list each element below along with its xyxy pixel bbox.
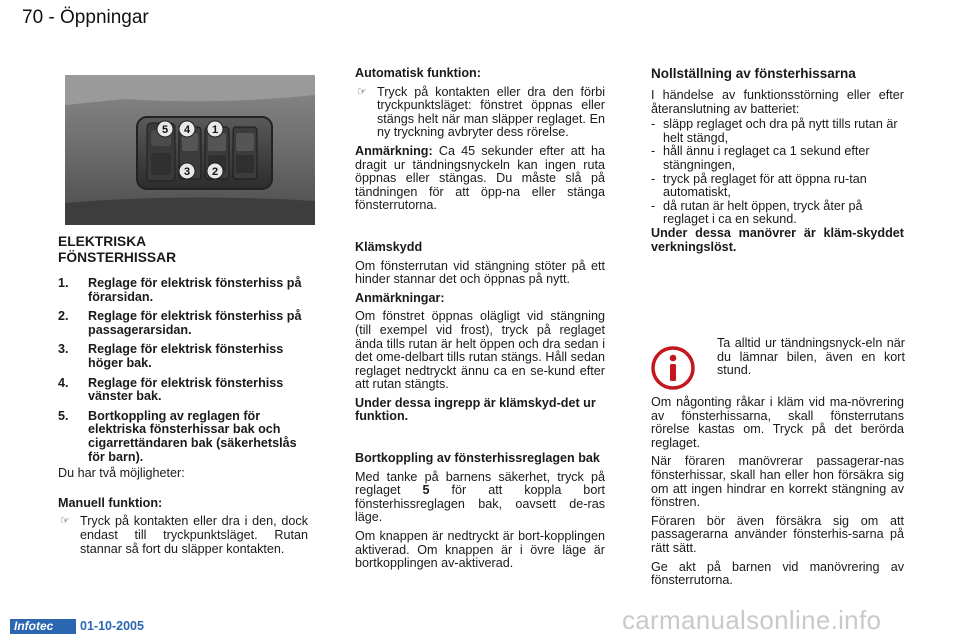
- options-intro: Du har två möjligheter:: [58, 466, 185, 481]
- window-switch-photo: [65, 75, 315, 225]
- safety-para-3: Föraren bör även försäkra sig om att passagerarna använder fönsterhis-sarna på rätt sätt.: [651, 513, 904, 555]
- auto-bullet: ☞ Tryck på kontakten eller dra den förbi tryckpunktsläget: fönstret öppnas eller stängs helt när man släpper reglaget. En ny tryckning avbryter dess rörelse.: [357, 84, 605, 140]
- reset-steps: [651, 118, 904, 227]
- pointing-hand-icon: ☞: [60, 515, 70, 528]
- control-list: [58, 277, 308, 464]
- photo-label-2: 2: [211, 166, 219, 178]
- notes-label: Anmärkningar:: [355, 290, 445, 305]
- footer-date: 01-10-2005: [80, 619, 144, 633]
- list-item: 1. Reglage för elektrisk fönsterhiss på förarsidan.: [58, 276, 302, 304]
- manual-bullet: ☞ Tryck på kontakten eller dra i den, dock endast till tryckpunktsläget. Rutan stannar så fort du släpper kontakten.: [60, 514, 308, 556]
- list-item: - tryck på reglaget för att öppna ru-tan automatiskt,: [651, 171, 867, 200]
- pinch-text: Om fönsterrutan vid stängning stöter på ett hinder stannar det och öppnas på nytt.: [355, 258, 605, 287]
- reset-intro: I händelse av funktionsstörning eller efter återanslutning av batteriet:: [651, 88, 904, 116]
- list-item: - släpp reglaget och dra på nytt tills rutan är helt stängd,: [651, 117, 898, 145]
- column-1: [58, 234, 308, 556]
- page-header: [22, 7, 149, 29]
- reset-warning: Under dessa manövrer är kläm-skyddet verkningslöst.: [651, 225, 904, 254]
- list-item: - håll ännu i reglaget ca 1 sekund efter stängningen,: [651, 144, 870, 172]
- photo-label-5: 5: [161, 124, 169, 136]
- safety-para-2: När föraren manövrerar passagerar-nas fönsterhissar, skall han eller hon försäkra sig om att ingen hindrar en korrekt stängning av fönstren.: [651, 454, 904, 510]
- pinch-title: Klämskydd: [355, 239, 423, 254]
- list-item: 4. Reglage för elektrisk fönsterhiss vänster bak.: [58, 375, 284, 404]
- info-icon: [650, 345, 696, 391]
- section-title-line1: ELEKTRISKA: [58, 234, 147, 249]
- page-number: 70: [22, 7, 44, 28]
- pointing-hand-icon: ☞: [357, 85, 367, 98]
- info-text: Ta alltid ur tändningsnyck-eln när du lämnar bilen, även en kort stund.: [717, 336, 905, 378]
- pinch-warning: Under dessa ingrepp är klämskyd-det ur funktion.: [355, 395, 596, 424]
- header-separator: -: [48, 7, 55, 28]
- column-2: [355, 67, 605, 571]
- photo-label-3: 3: [183, 166, 191, 178]
- photo-label-4: 4: [183, 124, 191, 136]
- manual-title: Manuell funktion:: [58, 495, 163, 510]
- list-item: 2. Reglage för elektrisk fönsterhiss på passagerarsidan.: [58, 309, 302, 337]
- column-3: [651, 66, 904, 254]
- disconnect-text2: Om knappen är nedtryckt är bort-kopplingen aktiverad. Om knappen är i övre läge är bortkopplingen av-aktiverad.: [355, 529, 605, 571]
- list-item: 5. Bortkoppling av reglagen för elektriska fönsterhissar bak och cigarrettändaren bak (säkerhetslås för barn).: [58, 408, 297, 464]
- disconnect-text: Med tanke på barnens säkerhet, tryck på reglaget 5 för att koppla bort fönsterhissreglagen bak, oavsett de-ras läge.: [355, 469, 606, 525]
- notes-text: Om fönstret öppnas olägligt vid stängning (till exempel vid frost), tryck på reglaget ända tills rutan är helt öppen och dra sedan i det ome-delbart tills rutan stängs. Håll sedan reglaget nedtryckt ännu ca en se-kund efter att rutan stängts.: [355, 309, 605, 392]
- column-3-lower: [651, 396, 904, 588]
- reset-title: Nollställning av fönsterhissarna: [651, 66, 856, 81]
- note: Anmärkning: Ca 45 sekunder efter att ha dragit ur tändningsnyckeln kan ingen ruta öppnas eller stängas. Du måste slå på tändningen för att öpp-na eller stänga fönsterrutorna.: [355, 143, 605, 213]
- watermark: carmanualsonline.info: [622, 605, 882, 635]
- safety-para-1: Om någonting råkar i kläm vid ma-növrering av fönsterhissarna, skall fönsterrutans rörelse kastas om. Tryck på det berörda reglaget.: [651, 395, 904, 450]
- list-item: - då rutan är helt öppen, tryck åter på reglaget i ca en sekund.: [651, 198, 863, 227]
- list-item: 3. Reglage för elektrisk fönsterhiss höger bak.: [58, 342, 284, 370]
- auto-title: Automatisk funktion:: [355, 66, 481, 80]
- page-title: Öppningar: [60, 7, 149, 28]
- disconnect-title: Bortkoppling av fönsterhissreglagen bak: [355, 451, 600, 466]
- section-title-line2: FÖNSTERHISSAR: [58, 249, 177, 265]
- photo-label-1: 1: [211, 124, 219, 136]
- infotec-logo: Infotec: [10, 619, 76, 634]
- safety-para-4: Ge akt på barnen vid manövrering av fönsterrutorna.: [651, 559, 904, 588]
